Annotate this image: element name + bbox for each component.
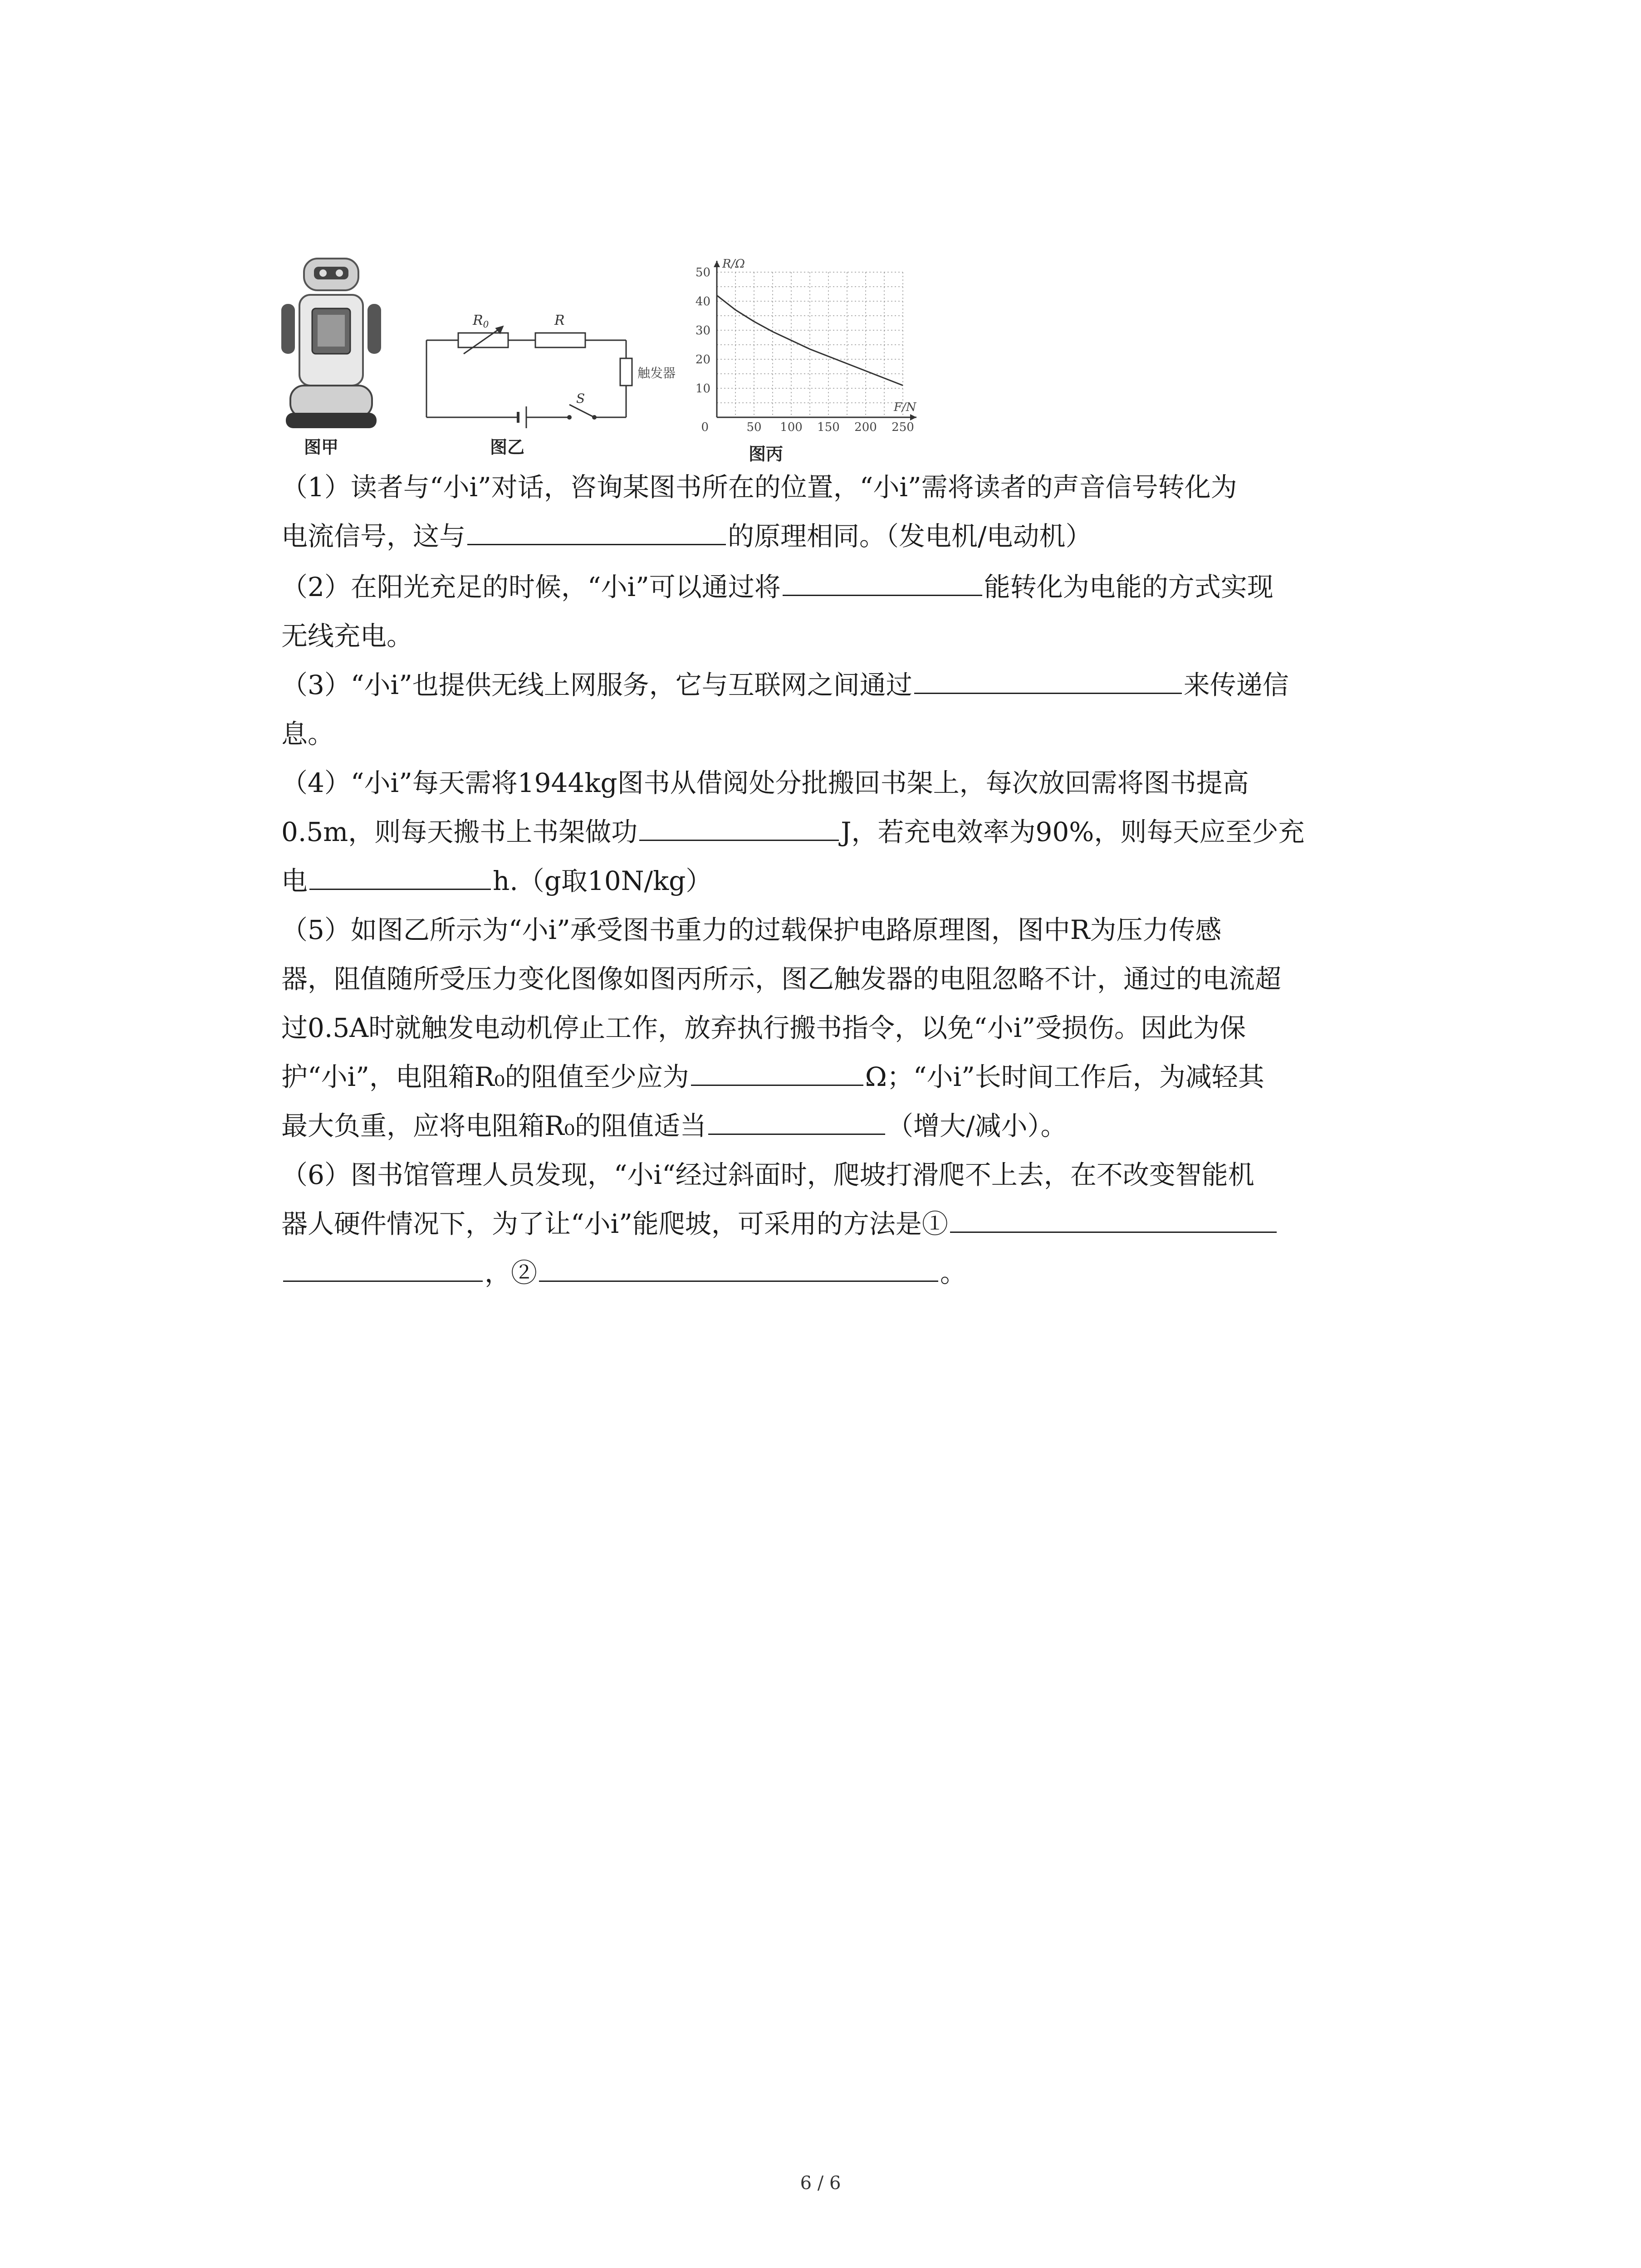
x-tick-label: 200 <box>854 420 877 434</box>
y-axis-label: R/Ω <box>722 257 745 271</box>
q6-line3: ，② 。 <box>281 1248 1443 1297</box>
answer-blank-2[interactable] <box>783 566 982 596</box>
switch-label: S <box>576 391 585 406</box>
q3-line2: 息。 <box>281 719 334 749</box>
answer-blank-8[interactable] <box>950 1202 1277 1233</box>
y-tick-label: 10 <box>695 382 710 396</box>
q1-line2: 电流信号，这与 的原理相同。（发电机/电动机） <box>281 512 1443 561</box>
q5-line2: 器，阻值随所受压力变化图像如图丙所示，图乙触发器的电阻忽略不计，通过的电流超 <box>281 963 1282 994</box>
q4-line1: （4）“小i”每天需将1944kg图书从借阅处分批搬回书架上，每次放回需将图书提高 <box>281 767 1249 798</box>
fig-c-caption: 图丙 <box>749 444 784 464</box>
circuit-figure <box>422 299 676 457</box>
q4-line3: 电 h.（g取10N/kg） <box>281 856 1443 905</box>
trigger-label: 触发器 <box>637 366 676 381</box>
answer-blank-6[interactable] <box>691 1056 863 1086</box>
q4-line2: 0.5m，则每天搬书上书架做功 J，若充电效率为90%，则每天应至少充 <box>281 807 1443 856</box>
trigger-icon <box>620 358 632 386</box>
origin-label: 0 <box>701 420 709 434</box>
robot-figure <box>272 254 390 457</box>
resistance-force-chart <box>681 254 935 445</box>
y-tick-label: 20 <box>695 353 710 367</box>
q1-line1: （1）读者与“小i”对话，咨询某图书所在的位置，“小i”需将读者的声音信号转化为 <box>281 472 1237 503</box>
y-tick-label: 40 <box>695 295 710 308</box>
robot-icon <box>272 254 390 435</box>
chart-figure <box>681 254 935 463</box>
q3-line1: （3）“小i”也提供无线上网服务，它与互联网之间通过 来传递信 <box>281 660 1443 709</box>
fig-a-caption: 图甲 <box>304 437 339 457</box>
sensor-resistor-icon <box>535 333 585 347</box>
answer-blank-7[interactable] <box>708 1105 885 1135</box>
q2-line2: 无线充电。 <box>281 621 413 651</box>
answer-blank-9[interactable] <box>539 1251 938 1282</box>
x-tick-label: 100 <box>780 420 803 434</box>
q5-line1: （5）如图乙所示为“小i”承受图书重力的过载保护电路原理图，图中R为压力传感 <box>281 914 1222 945</box>
y-tick-label: 30 <box>695 324 710 337</box>
x-axis-label: F/N <box>894 401 916 414</box>
q5-line5: 最大负重，应将电阻箱R₀的阻值适当 （增大/减小）。 <box>281 1101 1443 1150</box>
fig-b-caption: 图乙 <box>490 437 525 457</box>
r0-sub: 0 <box>483 319 489 330</box>
q5-line3: 过0.5A时就触发电动机停止工作，放弃执行搬书指令，以免“小i”受损伤。因此为保 <box>281 1012 1246 1043</box>
x-tick-label: 50 <box>746 420 762 434</box>
r-label: R <box>554 313 565 328</box>
x-tick-label: 250 <box>892 420 914 434</box>
answer-blank-8-cont[interactable] <box>283 1251 483 1282</box>
q6-line1: （6）图书馆管理人员发现，“小i“经过斜面时，爬坡打滑爬不上去，在不改变智能机 <box>281 1159 1254 1190</box>
x-tick-label: 150 <box>817 420 840 434</box>
r0-label: R <box>473 313 483 328</box>
q5-line4: 护“小i”，电阻箱R₀的阻值至少应为 Ω；“小i”长时间工作后，为减轻其 <box>281 1052 1443 1101</box>
figures-row <box>272 254 998 467</box>
y-axis-arrow <box>714 261 720 267</box>
q2-line1: （2）在阳光充足的时候，“小i”可以通过将 能转化为电能的方式实现 <box>281 562 1443 611</box>
answer-blank-4[interactable] <box>639 811 839 841</box>
answer-blank-5[interactable] <box>309 860 491 890</box>
page-number: 6 / 6 <box>800 2173 841 2194</box>
answer-blank-1[interactable] <box>467 515 726 545</box>
y-tick-label: 50 <box>695 266 710 279</box>
svg-text:R0 <box>472 313 489 330</box>
answer-blank-3[interactable] <box>914 664 1182 694</box>
circuit-diagram <box>422 299 676 431</box>
q6-line2: 器人硬件情况下，为了让“小i”能爬坡，可采用的方法是① <box>281 1199 1443 1248</box>
x-axis-arrow <box>910 414 916 420</box>
